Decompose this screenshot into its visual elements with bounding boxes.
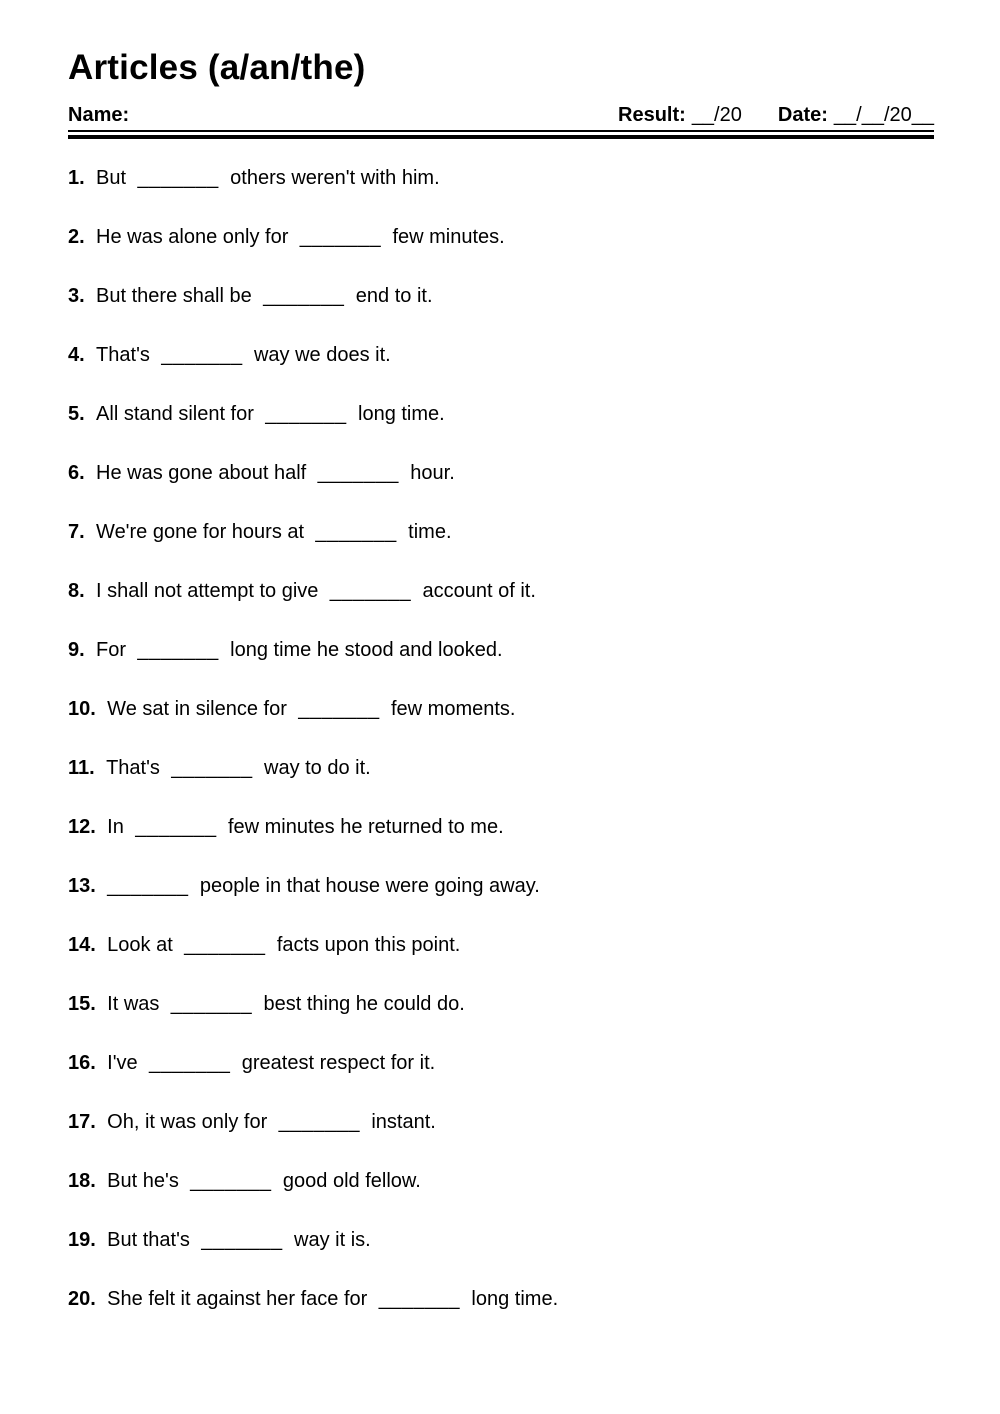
question-blank: _______ [190,1170,272,1192]
result-value: __/20 [691,104,742,126]
question-text-before: For [96,639,127,661]
question-number: 18. [68,1170,96,1192]
question-blank: _______ [298,698,380,720]
result-label: Result: [618,104,686,126]
question-text-after: end to it. [355,285,433,307]
question-number: 3. [68,285,85,307]
question-text-before: We sat in silence for [107,698,287,720]
question-text-after: way we does it. [253,344,391,366]
question-text-after: hour. [410,462,455,484]
question-text-after: way to do it. [264,757,371,779]
question-row [68,285,934,308]
question-number: 2. [68,226,85,248]
question-blank: _______ [201,1229,283,1251]
question-list [68,167,934,1311]
question-text-before: In [107,816,124,838]
question-row [68,1170,934,1193]
question-number: 9. [68,639,85,661]
question-text-after: facts upon this point. [276,934,461,956]
question-text-after: long time he stood and looked. [230,639,503,661]
question-blank: _______ [299,226,382,248]
question-text-before: He was alone only for [96,226,289,248]
question-row [68,934,934,957]
question-text-before: I've [107,1052,138,1074]
question-text-before: Oh, it was only for [107,1111,268,1133]
page-title: Articles (a/an/the) [68,48,366,87]
question-number: 4. [68,344,85,366]
question-blank: _______ [137,639,219,661]
question-number: 5. [68,403,85,425]
question-blank: _______ [137,167,219,189]
question-text-before: But he's [107,1170,179,1192]
question-number: 1. [68,167,85,189]
question-text-before: He was gone about half [96,462,307,484]
question-text-after: good old fellow. [282,1170,421,1192]
question-row [68,993,934,1016]
question-text-after: few moments. [390,698,516,720]
question-row [68,698,934,721]
question-text-after: long time. [471,1288,559,1310]
question-text-after: account of it. [422,580,536,602]
question-number: 6. [68,462,85,484]
question-number: 16. [68,1052,96,1074]
question-row [68,226,934,249]
question-text-before: I shall not attempt to give [96,580,319,602]
question-text-before: It was [107,993,160,1015]
question-text-after: few minutes he returned to me. [227,816,504,838]
question-row [68,521,934,544]
question-number: 13. [68,875,96,897]
question-blank: _______ [107,875,189,897]
question-blank: _______ [161,344,243,366]
question-blank: _______ [184,934,266,956]
question-blank: _______ [171,757,253,779]
question-text-before: But that's [107,1229,190,1251]
question-row [68,1111,934,1134]
question-row [68,1229,934,1252]
question-blank: _______ [135,816,217,838]
question-row [68,816,934,839]
question-number: 14. [68,934,96,956]
result-field [618,104,742,126]
question-blank: _______ [317,462,399,484]
question-blank: _______ [170,993,253,1015]
question-text-after: instant. [371,1111,436,1133]
question-text-before: We're gone for hours at [96,521,305,543]
question-number: 12. [68,816,96,838]
question-text-after: way it is. [294,1229,371,1251]
question-blank: _______ [278,1111,360,1133]
question-number: 19. [68,1229,96,1251]
question-number: 11. [68,757,95,779]
question-text-after: people in that house were going away. [199,875,540,897]
question-blank: _______ [378,1288,461,1310]
question-number: 8. [68,580,85,602]
question-row [68,580,934,603]
question-row [68,344,934,367]
question-blank: _______ [149,1052,231,1074]
question-row [68,757,934,780]
question-text-after: long time. [358,403,445,425]
date-label: Date: [777,104,828,126]
date-field [778,104,934,126]
question-text-before: That's [106,757,160,779]
question-blank: _______ [265,403,347,425]
header-divider [68,130,934,139]
question-text-before: Look at [107,934,173,956]
question-blank: _______ [315,521,397,543]
question-blank: _______ [329,580,412,602]
question-blank: _______ [263,285,345,307]
question-text-after: time. [408,521,452,543]
question-number: 7. [68,521,85,543]
question-text-after: best thing he could do. [263,993,465,1015]
question-number: 10. [68,698,96,720]
question-text-before: All stand silent for [96,403,254,425]
question-row [68,1052,934,1075]
question-number: 15. [68,993,96,1015]
question-number: 17. [68,1111,96,1133]
question-text-before: But [96,167,127,189]
question-number: 20. [68,1288,96,1310]
question-row [68,403,934,426]
question-row [68,167,934,190]
question-row [68,639,934,662]
name-label: Name: [68,104,130,126]
question-text-before: That's [96,344,150,366]
question-text-before: She felt it against her face for [107,1288,368,1310]
question-text-after: few minutes. [392,226,505,248]
question-row [68,875,934,898]
question-row [68,1288,934,1311]
question-text-before: But there shall be [96,285,252,307]
date-value: __/__/20__ [833,104,934,126]
question-text-after: others weren't with him. [230,167,440,189]
question-row [68,462,934,485]
question-text-after: greatest respect for it. [241,1052,436,1074]
worksheet-header [68,104,934,126]
